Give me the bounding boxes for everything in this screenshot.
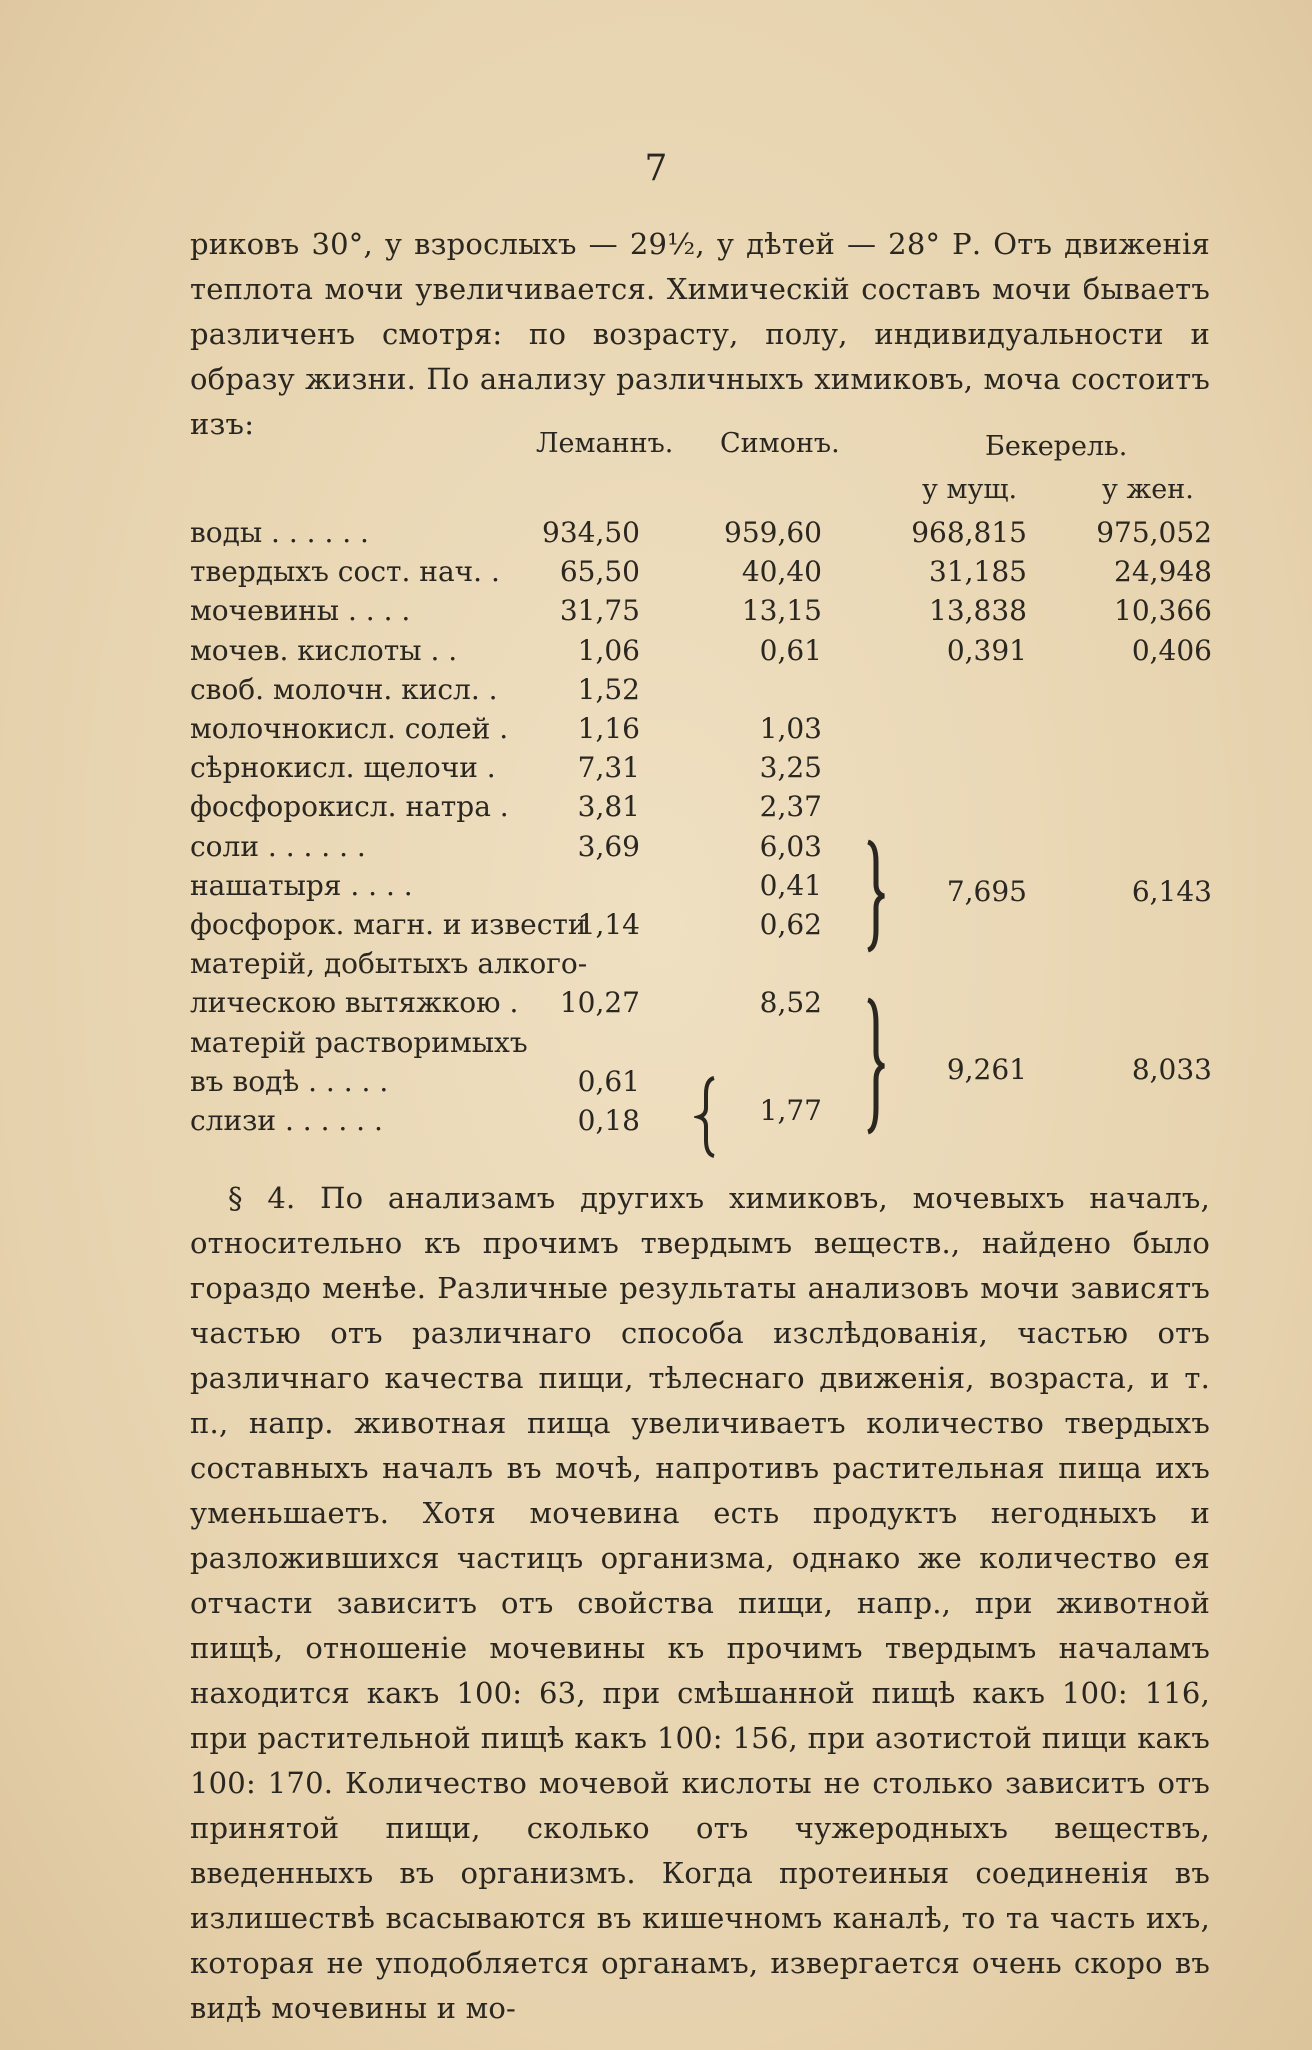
cell-simon: 959,60 — [724, 516, 822, 549]
cell-becquerel-women: 10,366 — [1114, 594, 1212, 627]
cell-simon: 1,03 — [759, 712, 822, 745]
row-label: матерій, добытыхъ алкого- — [190, 947, 588, 980]
cell-becquerel-women: 24,948 — [1114, 555, 1212, 588]
header-simon: Симонъ. — [720, 428, 840, 459]
cell-lehmann: 10,27 — [559, 986, 640, 1019]
cell-lehmann: 0,18 — [577, 1104, 640, 1137]
grouped-extract-women: 8,033 — [1131, 1053, 1212, 1086]
brace-salts-icon — [862, 838, 892, 954]
cell-lehmann: 3,69 — [577, 830, 640, 863]
row-label: фосфорокисл. натра . — [190, 790, 509, 823]
row-label: воды . . . . . . — [190, 516, 369, 549]
row-label: фосфорок. магн. и извести — [190, 908, 587, 941]
cell-lehmann: 1,06 — [577, 634, 640, 667]
cell-simon: 3,25 — [759, 751, 822, 784]
intro-paragraph — [190, 222, 1210, 447]
cell-lehmann: 0,61 — [577, 1065, 640, 1098]
section-4-text: § 4. По анализамъ другихъ химиковъ, мочевыхъ началъ, относительно къ прочимъ твердымъ веществ., найдено было гораздо менѣе. Различные результаты анализовъ мочи зависятъ частью отъ различнаго способа изслѣдованія, частью отъ различнаго качества пищи, тѣлеснаго движенія, возраста, и т. п., напр. животная пища увеличиваетъ количество твердыхъ составныхъ началъ въ мочѣ, напротивъ растительная пища ихъ уменьшаетъ. Хотя мочевина есть продуктъ негодныхъ и разложившихся частицъ организма, однако же количество ея отчасти зависитъ отъ свойства пищи, напр., при животной пищѣ, отношеніе мочевины къ прочимъ твердымъ началамъ находится какъ 100: 63, при смѣшанной пищѣ какъ 100: 116, при растительной пищѣ какъ 100: 156, при азотистой пищи какъ 100: 170. Количество мочевой кислоты не столько зависитъ отъ принятой пищи, сколько отъ чужеродныхъ веществъ, введенныхъ въ организмъ. Когда протеиныя соединенія въ излишествѣ всасываются въ кишечномъ каналѣ, то та часть ихъ, которая не уподобляется органамъ, извергается очень скоро въ видѣ мочевины и мо- — [190, 1181, 1210, 2025]
grouped-extract-men: 9,261 — [946, 1053, 1027, 1086]
cell-becquerel-women: 0,406 — [1131, 634, 1212, 667]
row-label: сѣрнокисл. щелочи . — [190, 751, 496, 784]
intro-text: риковъ 30°, у взрослыхъ — 29½, у дѣтей — 28° Р. Отъ движенія теплота мочи увеличивается. Химическій составъ мочи бываетъ различенъ смотря: по возрасту, полу, индивидуальности и образу жизни. По анализу различныхъ химиковъ, моча состоитъ изъ: — [190, 227, 1210, 441]
cell-lehmann: 1,52 — [577, 673, 640, 706]
row-label: мочев. кислоты . . — [190, 634, 458, 667]
brace-extract-icon — [862, 996, 892, 1136]
cell-lehmann: 3,81 — [577, 790, 640, 823]
cell-becquerel-men: 31,185 — [929, 555, 1027, 588]
cell-becquerel-men: 968,815 — [911, 516, 1027, 549]
cell-simon: 0,62 — [759, 908, 822, 941]
header-lehmann: Леманнъ. — [536, 428, 674, 459]
row-label: своб. молочн. кисл. . — [190, 673, 498, 706]
cell-lehmann: 1,16 — [577, 712, 640, 745]
cell-simon: 0,61 — [759, 634, 822, 667]
cell-lehmann: 934,50 — [542, 516, 640, 549]
header-becquerel-men: у мущ. — [922, 474, 1018, 505]
cell-becquerel-men: 0,391 — [946, 634, 1027, 667]
row-label: матерій растворимыхъ — [190, 1026, 528, 1059]
cell-simon: 2,37 — [759, 790, 822, 823]
row-label: нашатыря . . . . — [190, 869, 413, 902]
cell-lehmann: 31,75 — [559, 594, 640, 627]
cell-simon: 8,52 — [759, 986, 822, 1019]
cell-becquerel-women: 975,052 — [1096, 516, 1212, 549]
cell-lehmann: 1,14 — [577, 908, 640, 941]
grouped-salts-men: 7,695 — [946, 875, 1027, 908]
row-label: твердыхъ сост. нач. . — [190, 555, 500, 588]
page-number: 7 — [644, 148, 668, 189]
cell-becquerel-men: 13,838 — [929, 594, 1027, 627]
row-label: лическою вытяжкою . — [190, 986, 519, 1019]
row-label: соли . . . . . . — [190, 830, 366, 863]
row-label: молочнокисл. солей . — [190, 712, 509, 745]
row-label: мочевины . . . . — [190, 594, 411, 627]
brace-simon-icon — [694, 1074, 720, 1160]
cell-simon: 6,03 — [759, 830, 822, 863]
cell-simon: 40,40 — [741, 555, 822, 588]
section-4-paragraph — [190, 1176, 1210, 2031]
cell-lehmann: 65,50 — [559, 555, 640, 588]
header-becquerel-women: у жен. — [1102, 474, 1194, 505]
header-becquerel: Бекерель. — [985, 431, 1128, 462]
cell-simon: 0,41 — [759, 869, 822, 902]
grouped-salts-women: 6,143 — [1131, 875, 1212, 908]
row-label: слизи . . . . . . — [190, 1104, 383, 1137]
cell-lehmann: 7,31 — [577, 751, 640, 784]
cell-simon: 13,15 — [741, 594, 822, 627]
row-label: въ водѣ . . . . . — [190, 1065, 389, 1098]
grouped-simon-mucus: 1,77 — [759, 1094, 822, 1127]
